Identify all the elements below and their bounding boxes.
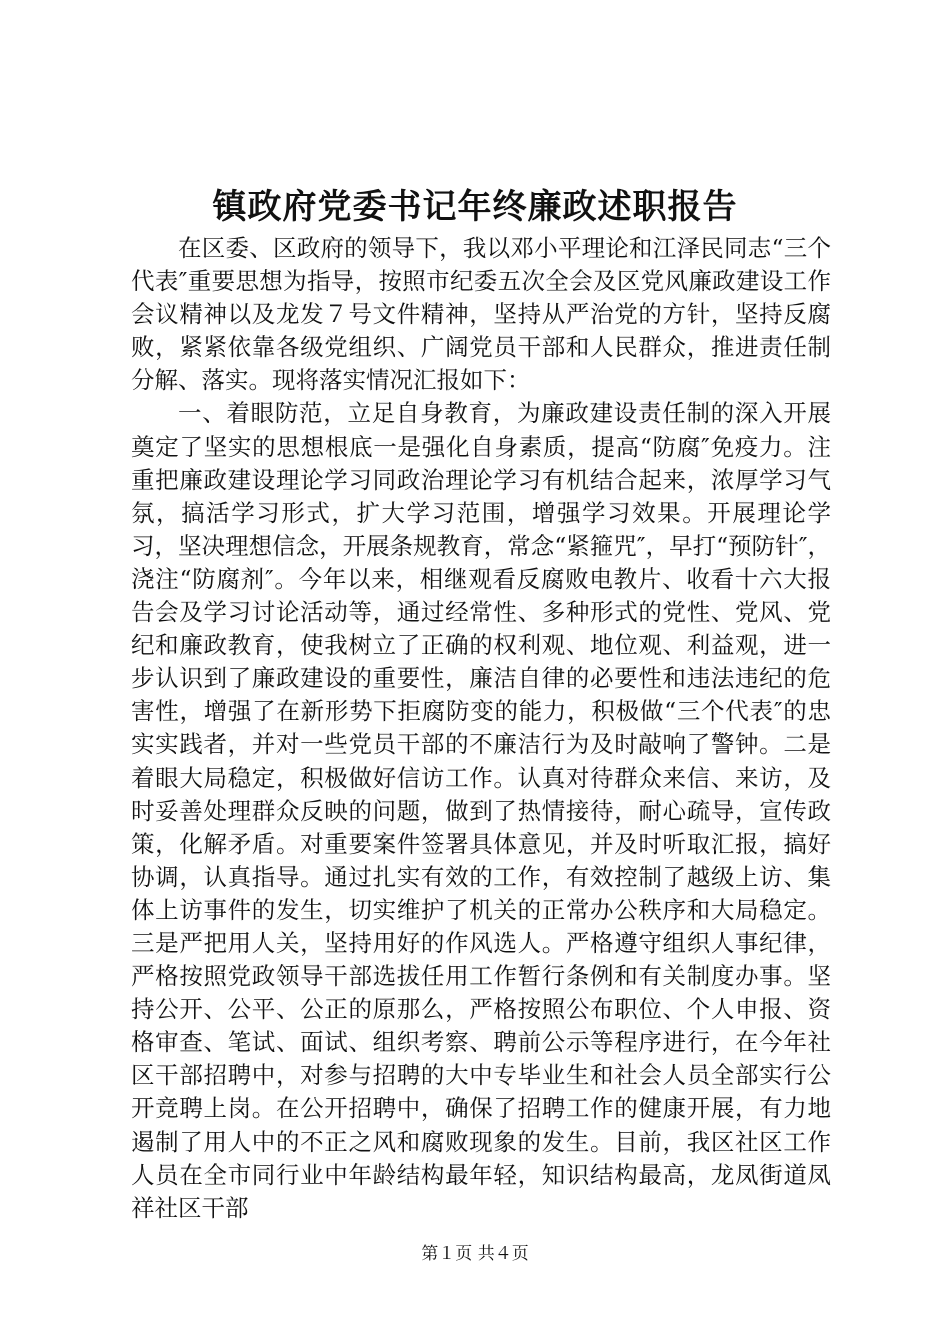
paragraph-section-one: 一、着眼防范，立足自身教育，为廉政建设责任制的深入开展奠定了坚实的思想根底一是强化自身素质，提高“防腐″免疫力。注重把廉政建设理论学习同政治理论学习有机结合起来，浓厚学习气氛，搞活学习形式，扩大学习范围，增强学习效果。开展理论学习，坚决理想信念，开展条规教育，常念“紧箍咒″，早打“预防针″，浇注“防腐剂″。今年以来，相继观看反腐败电教片、收看十六大报告会及学习讨论活动等，通过经常性、多种形式的党性、党风、党纪和廉政教育，使我树立了正确的权利观、地位观、利益观，进一步认识到了廉政建设的重要性，廉洁自律的必要性和违法违纪的危害性，增强了在新形势下拒腐防变的能力，积极做“三个代表″的忠实实践者，并对一些党员干部的不廉洁行为及时敲响了警钟。二是着眼大局稳定，积极做好信访工作。认真对待群众来信、来访，及时妥善处理群众反映的问题，做到了热情接待，耐心疏导，宣传政策，化解矛盾。对重要案件签署具体意见，并及时听取汇报，搞好协调，认真指导。通过扎实有效的工作，有效控制了越级上访、集体上访事件的发生，切实维护了机关的正常办公秩序和大局稳定。三是严把用人关，坚持用好的作风选人。严格遵守组织人事纪律，严格按照党政领导干部选拔任用工作暂行条例和有关制度办事。坚持公开、公平、公正的原那么，严格按照公布职位、个人申报、资格审查、笔试、面试、组织考察、聘前公示等程序进行，在今年社区干部招聘中，对参与招聘的大中专毕业生和社会人员全部实行公开竞聘上岗。在公开招聘中，确保了招聘工作的健康开展，有力地遏制了用人中的不正之风和腐败现象的发生。目前，我区社区工作人员在全市同行业中年龄结构最年轻，知识结构最高，龙凤街道凤祥社区干部 [131, 399, 831, 1222]
document-title: 镇政府党委书记年终廉政述职报告 [212, 187, 738, 227]
page-number-footer: 第１页 共４页 [421, 1244, 529, 1264]
document-body [131, 232, 831, 1225]
paragraph-intro: 在区委、区政府的领导下，我以邓小平理论和江泽民同志“三个代表″重要思想为指导，按照市纪委五次全会及区党风廉政建设工作会议精神以及龙发７号文件精神，坚持从严治党的方针，坚持反腐败，紧紧依靠各级党组织、广阔党员干部和人民群众，推进责任制分解、落实。现将落实情况汇报如下： [131, 234, 831, 395]
